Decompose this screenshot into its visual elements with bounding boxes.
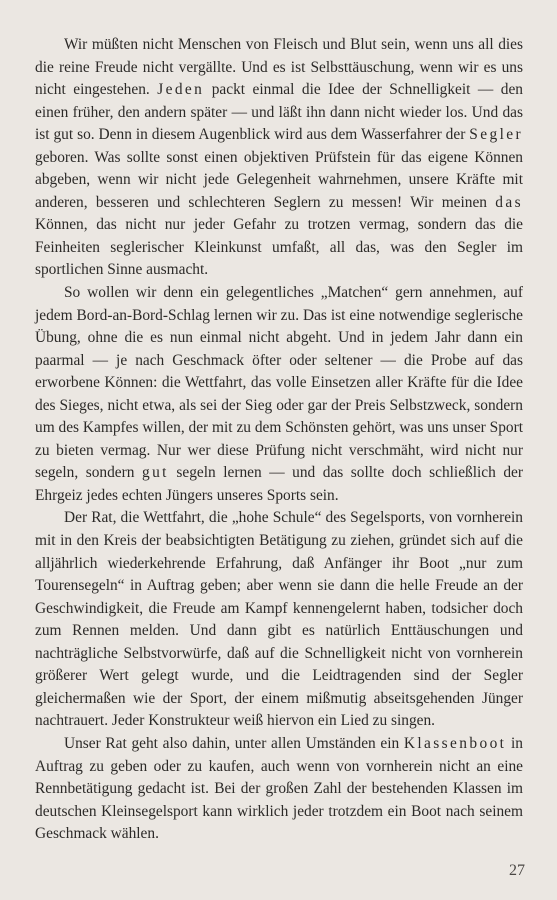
text-run: in Auftrag zu geben oder zu kaufen, auch wenn von vornherein nicht an eine Rennbetätigung gedacht ist. Bei der großen Zahl der bestehenden Klassen im deutschen Kleinsegelsport kann wirklich jeder trotzdem ein Boot nach seinem Geschmack wählen. [35,734,523,843]
paragraph [35,507,523,732]
emphasized-text: Klassenboot [403,734,507,752]
text-run: packt einmal die Idee der Schnelligkeit — den einen früher, den andern später — und läßt ihn dann nicht wieder los. Und das ist gut so. Denn in diesem Augenblick wird aus dem Wasserfahrer der [35,81,523,144]
paragraph [35,282,523,507]
emphasized-text: gut [141,464,169,482]
body-text [35,34,523,846]
text-run: Der Rat, die Wettfahrt, die „hohe Schule“ des Segelsports, von vornherein mit in den Kreis der beabsichtigten Betätigung zu ziehen, gründet sich auf die alljährlich wiederkehrende Erfahrung, daß Anfänger ihr Boot „nur zum Tourensegeln“ in Auftrag geben; aber wenn sie dann die helle Freude an der Geschwindigkeit, die Freude am Kampf kennengelernt haben, todsicher doch zum Rennen melden. Und dann gibt es natürlich Enttäuschungen und nachträgliche Selbstvorwürfe, daß auf die Schnelligkeit nicht von vornherein größerer Wert gelegt wurde, und die Leidtragenden sind der Segler gleichermaßen wie der Sport, der einem mißmutig abseitsgehenden Jünger nachtrauert. Jeder Konstrukteur weiß hiervon ein Lied zu singen. [35,509,523,730]
text-run: So wollen wir denn ein gelegentliches „Matchen“ gern annehmen, auf jedem Bord-an-Bord-Schlag lernen wir zu. Das ist eine notwendige seglerische Übung, ohne die es nun einmal nicht abgeht. Und in jedem Jahr dann ein paarmal — je nach Geschmack öfter oder seltener — die Probe auf das erworbene Können: die Wettfahrt, das volle Einsetzen aller Kräfte für die Idee des Sieges, nicht etwa, als sei der Sieg oder gar der Preis Selbstzweck, sondern um des Kampfes willen, der mit zu dem Schönsten gehört, was uns unser Sport zu bieten vermag. Nur wer diese Prüfung nicht verschmäht, wird nicht nur segeln, sondern [35,284,523,482]
page-number: 27 [509,862,525,879]
text-run: segeln lernen — und das sollte doch schließlich der Ehrgeiz jedes echten Jüngers unseres Sports sein. [35,464,523,504]
text-run: Wir müßten nicht Menschen von Fleisch und Blut sein, wenn uns all dies die reine Freude nicht vergällte. Und es ist Selbsttäuschung, wenn wir es uns nicht eingestehen. [35,36,523,99]
emphasized-text: das [495,193,523,211]
text-run: Unser Rat geht also dahin, unter allen Umständen ein [64,734,404,752]
emphasized-text: Jeden [157,81,205,99]
text-run: Können, das nicht nur jeder Gefahr zu trotzen vermag, sondern das die Feinheiten seglerischer Kleinkunst umfaßt, all das, was den Segler im sportlichen Sinne ausmacht. [35,216,523,279]
paragraph [35,733,523,846]
paragraph [35,34,523,282]
text-run: geboren. Was sollte sonst einen objektiven Prüfstein für das eigene Können abgeben, wenn wir nicht jede Gelegenheit wahrnehmen, unsere Kräfte mit anderen, besseren und schlechteren Seglern zu messen! Wir meinen [35,148,523,211]
emphasized-text: Segler [469,126,523,144]
